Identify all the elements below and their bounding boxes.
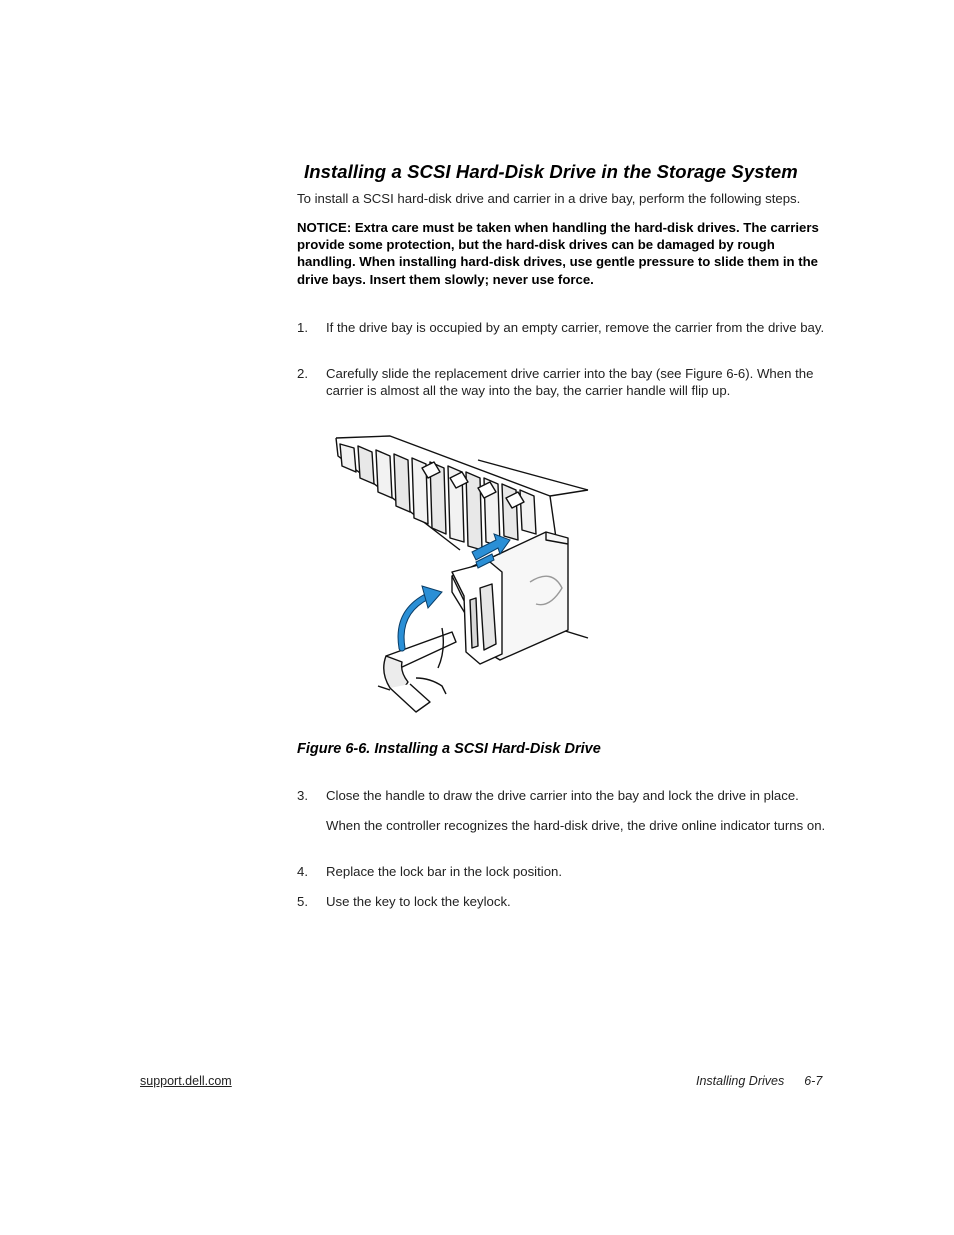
figure-caption: Figure 6-6. Installing a SCSI Hard-Disk Drive <box>297 741 601 757</box>
step-number: 5. <box>297 894 308 909</box>
step-text: Carefully slide the replacement drive carrier into the bay (see Figure 6-6). When the carrier is almost all the way into the bay, the carrier handle will flip up. <box>326 366 814 399</box>
step-text: Replace the lock bar in the lock position. <box>326 864 563 879</box>
drive-installation-figure <box>330 432 592 722</box>
flip-up-arrow-icon <box>401 586 442 648</box>
step-2 <box>297 365 837 399</box>
support-link[interactable]: support.dell.com <box>140 1074 232 1088</box>
step-number: 1. <box>297 320 308 335</box>
page-footer <box>696 1074 822 1088</box>
section-heading: Installing a SCSI Hard-Disk Drive in the Storage System <box>304 161 798 182</box>
step-text: Close the handle to draw the drive carrier into the bay and lock the drive in place. <box>326 788 799 803</box>
step-4 <box>297 863 837 880</box>
step-3 <box>297 787 837 804</box>
step-text: If the drive bay is occupied by an empty carrier, remove the carrier from the drive bay. <box>326 320 825 335</box>
notice-paragraph: NOTICE: Extra care must be taken when handling the hard-disk drives. The carriers provide some protection, but the hard-disk drives can be damaged by rough handling. When installing hard-disk drives, use gentle pressure to slide them in the drive bays. Insert them slowly; never use force. <box>297 220 819 287</box>
step-1 <box>297 319 837 336</box>
step-number: 4. <box>297 864 308 879</box>
step-5 <box>297 893 837 910</box>
step-number: 2. <box>297 366 308 381</box>
page-number: 6-7 <box>804 1074 823 1088</box>
step-3-note <box>297 817 837 834</box>
step-number: 3. <box>297 788 308 803</box>
step-text: When the controller recognizes the hard-disk drive, the drive online indicator turns on. <box>326 818 826 833</box>
intro-paragraph: To install a SCSI hard-disk drive and carrier in a drive bay, perform the following steps. <box>297 191 801 206</box>
drive-installation-illustration <box>330 432 592 722</box>
chapter-title: Installing Drives <box>696 1074 785 1088</box>
step-text: Use the key to lock the keylock. <box>326 894 511 909</box>
